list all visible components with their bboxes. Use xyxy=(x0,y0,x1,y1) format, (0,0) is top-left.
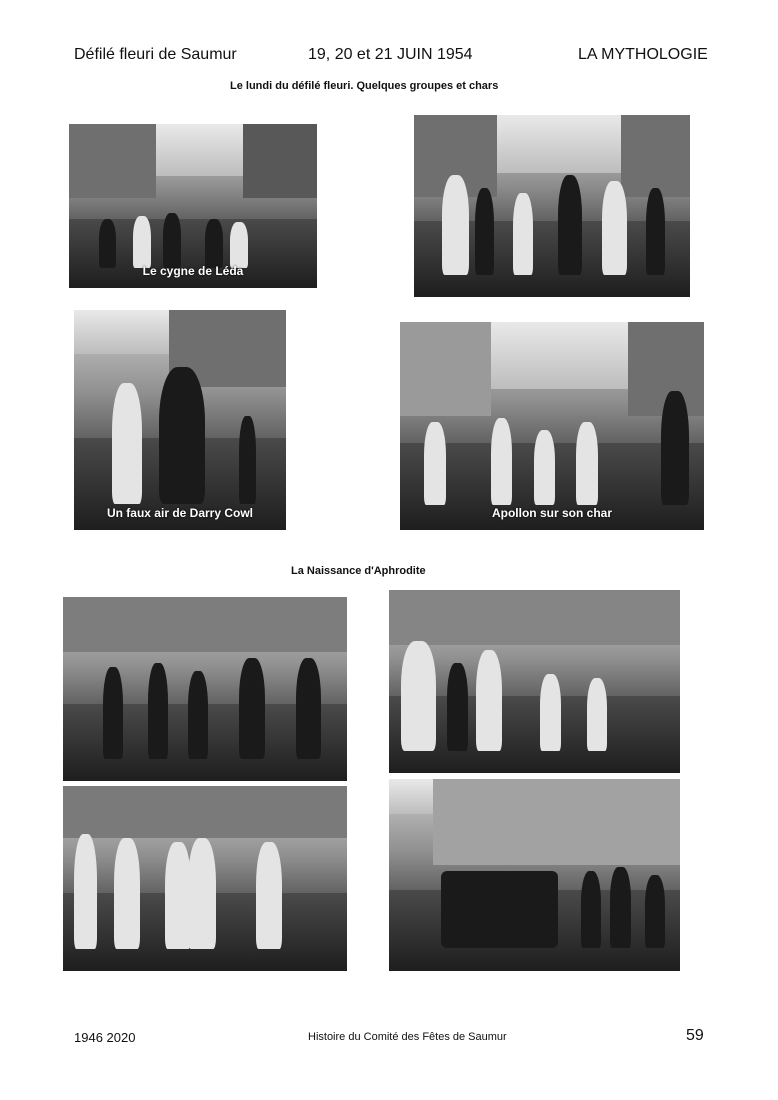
header-theme: LA MYTHOLOGIE xyxy=(578,46,708,63)
footer-book-title: Histoire du Comité des Fêtes de Saumur xyxy=(308,1031,507,1043)
photo-aphrodite-2 xyxy=(389,590,680,773)
page-number: 59 xyxy=(686,1027,704,1044)
footer-years: 1946 2020 xyxy=(74,1030,136,1045)
photo-label: Apollon sur son char xyxy=(491,506,612,520)
photo-parade-group-1 xyxy=(414,115,690,297)
section-caption-middle: La Naissance d'Aphrodite xyxy=(291,565,426,577)
photo-darry-cowl xyxy=(74,310,286,530)
photo-label: Un faux air de Darry Cowl xyxy=(106,506,254,520)
photo-truck-float xyxy=(389,779,680,971)
header-date: 19, 20 et 21 JUIN 1954 xyxy=(308,46,473,63)
photo-apollo-chariot xyxy=(400,322,704,530)
photo-leda-swan xyxy=(69,124,317,288)
photo-label: Le cygne de Léda xyxy=(142,264,244,278)
photo-aphrodite-3 xyxy=(63,786,347,971)
header-left-title: Défilé fleuri de Saumur xyxy=(74,46,237,63)
section-caption-top: Le lundi du défilé fleuri. Quelques groupes et chars xyxy=(230,80,499,92)
photo-aphrodite-1 xyxy=(63,597,347,781)
